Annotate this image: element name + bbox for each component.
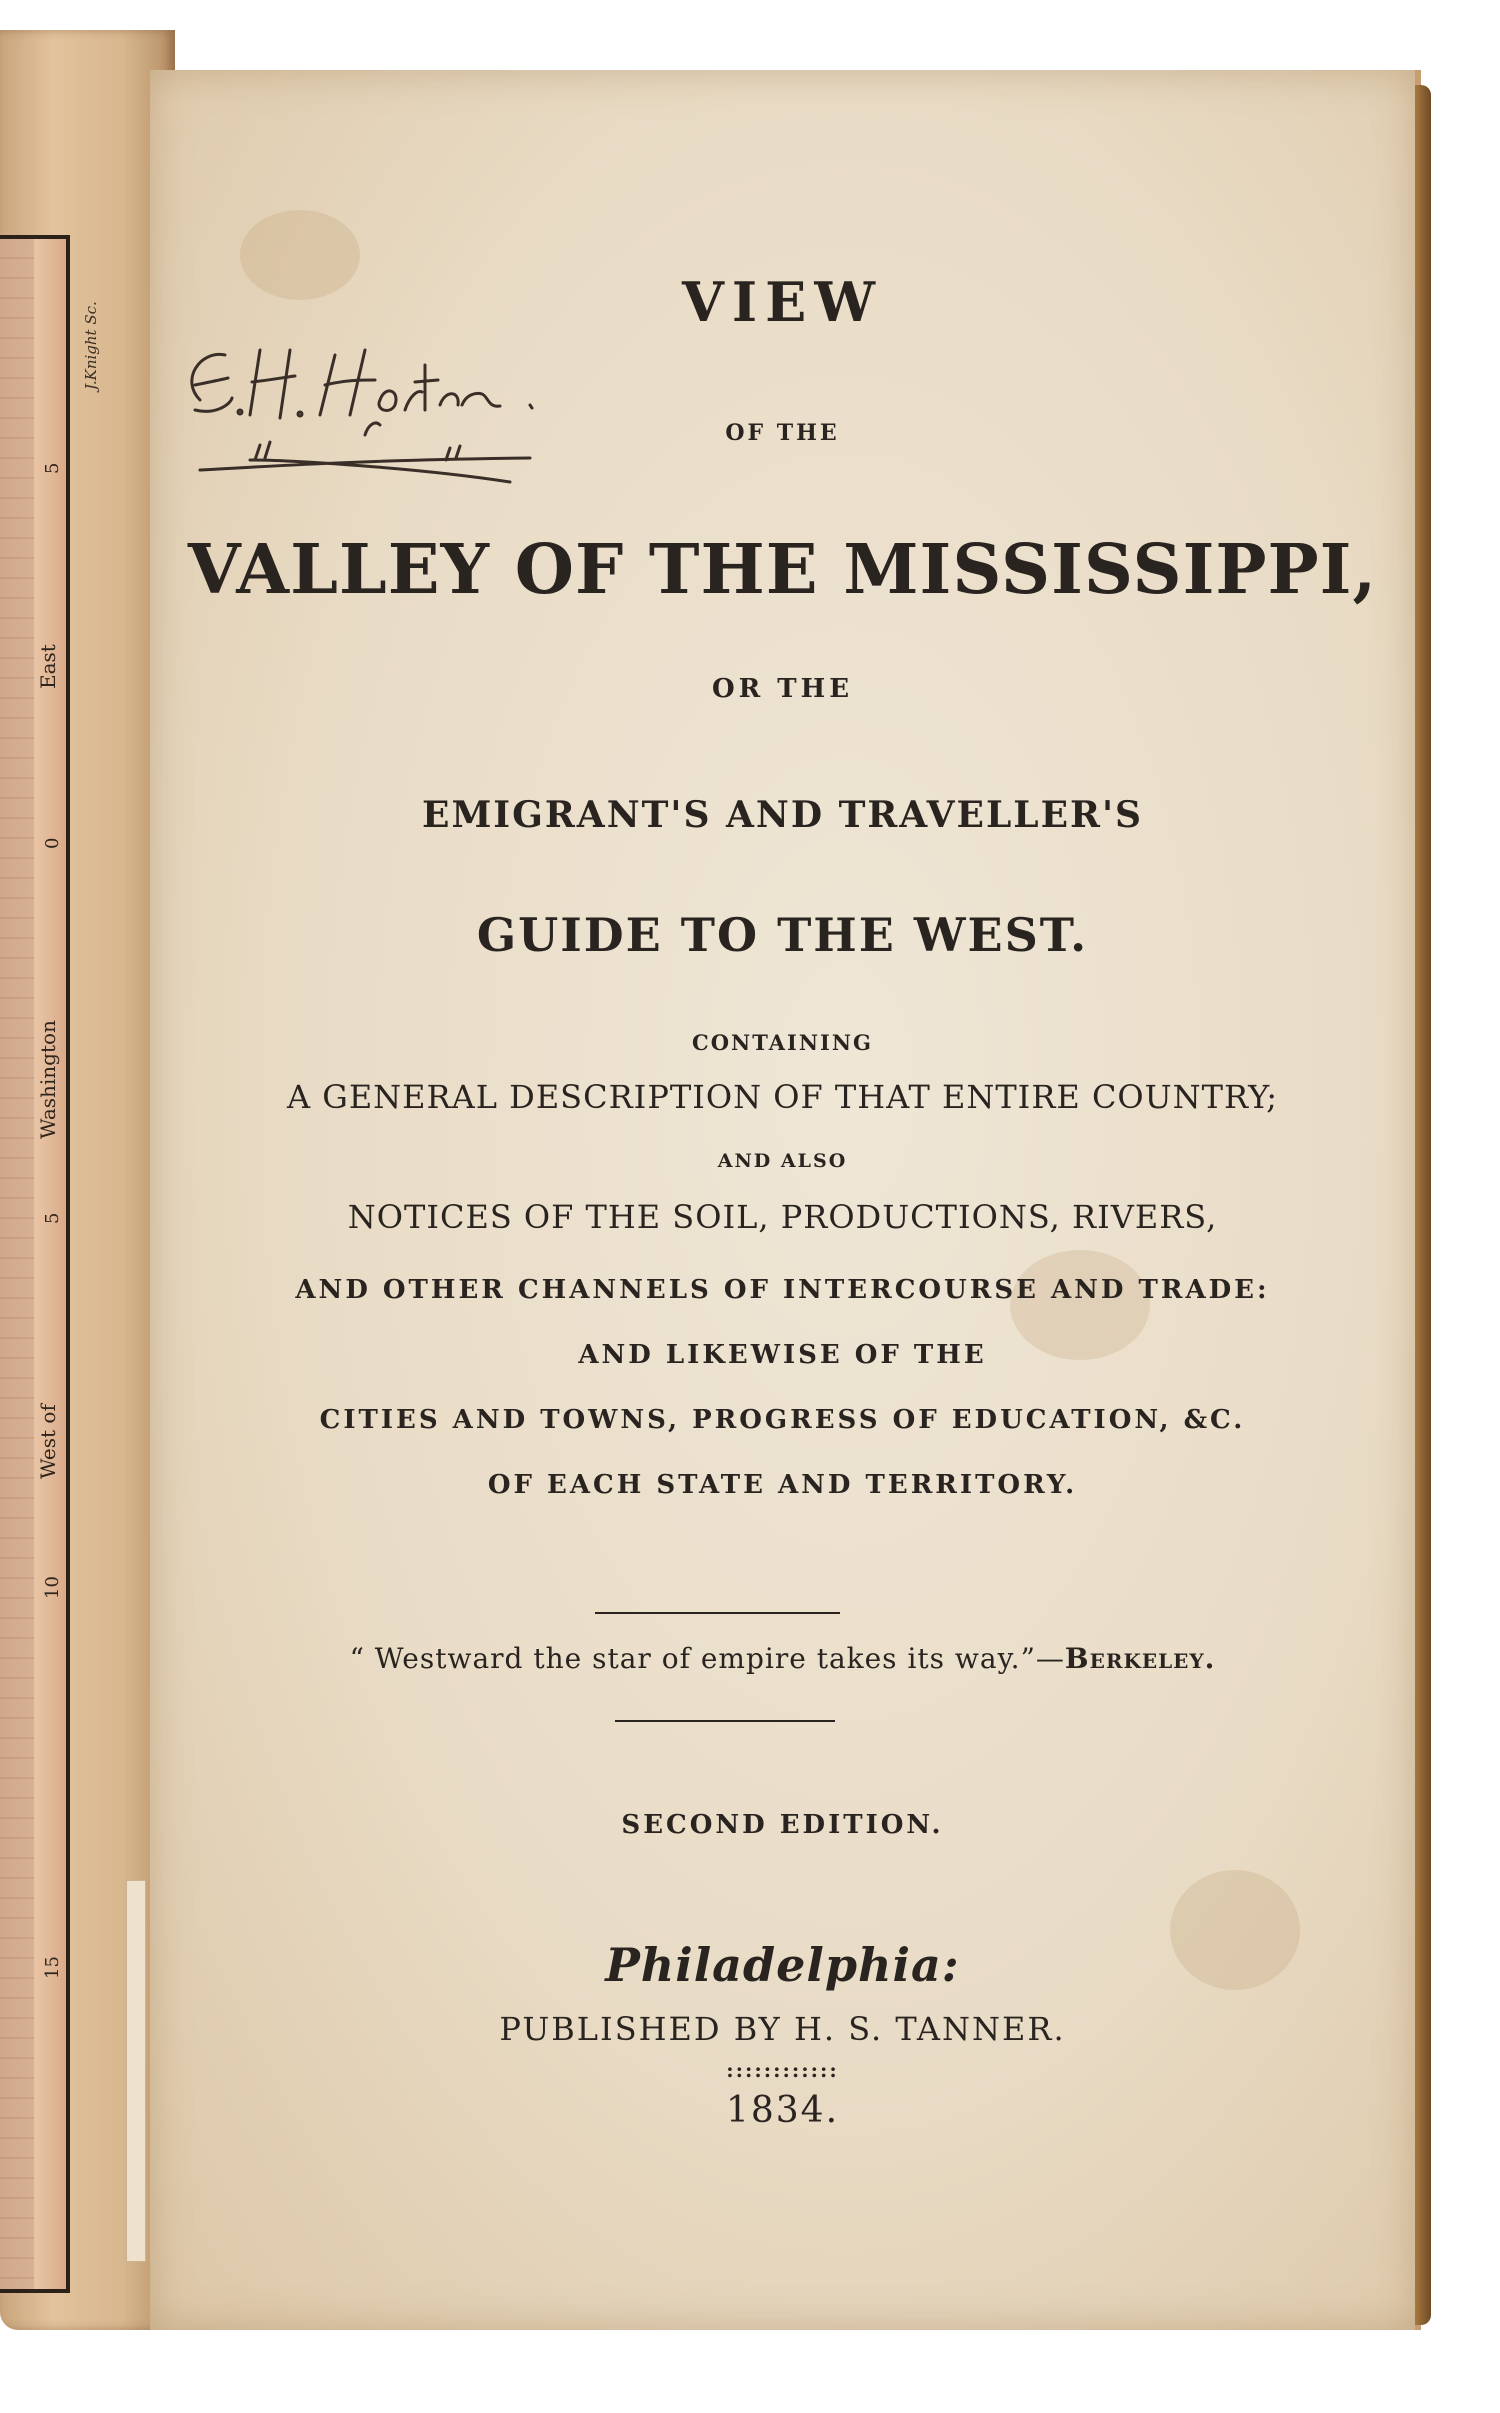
subtitle-emigrants: EMIGRANT'S AND TRAVELLER'S bbox=[422, 794, 1143, 836]
map-page bbox=[0, 30, 175, 2330]
label-containing: CONTAINING bbox=[692, 1030, 873, 1055]
description-cities: CITIES AND TOWNS, PROGRESS OF EDUCATION, &C. bbox=[319, 1405, 1246, 1435]
epigraph-author: Berkeley. bbox=[1064, 1642, 1216, 1675]
map-engraving bbox=[0, 239, 34, 2289]
divider-rule bbox=[615, 1720, 835, 1722]
handwritten-signature bbox=[170, 310, 590, 510]
map-degree-number: 10 bbox=[42, 1576, 63, 1599]
map-label-east: East bbox=[36, 644, 60, 689]
map-degree-number: 5 bbox=[42, 1212, 63, 1224]
map-degree-number: 0 bbox=[42, 837, 63, 849]
imprint-publisher: PUBLISHED BY H. S. TANNER. bbox=[499, 2010, 1066, 2048]
imprint-year: 1834. bbox=[725, 2090, 840, 2131]
epigraph-text: “ Westward the star of empire takes its way.”— bbox=[349, 1642, 1065, 1675]
description-each-state: OF EACH STATE AND TERRITORY. bbox=[487, 1470, 1078, 1500]
edition-label: SECOND EDITION. bbox=[621, 1810, 944, 1840]
divider-rule bbox=[595, 1612, 840, 1614]
description-notices: NOTICES OF THE SOIL, PRODUCTIONS, RIVERS, bbox=[347, 1198, 1218, 1236]
description-likewise: AND LIKEWISE OF THE bbox=[578, 1340, 987, 1370]
title-of-the: OF THE bbox=[725, 420, 840, 446]
map-frame bbox=[0, 235, 70, 2293]
page-edge bbox=[1415, 85, 1431, 2325]
ornament-dots: :::::::::::: bbox=[726, 2058, 839, 2082]
description-other-channels: AND OTHER CHANNELS OF INTERCOURSE AND TRADE: bbox=[295, 1275, 1270, 1305]
description-general: A GENERAL DESCRIPTION OF THAT ENTIRE COUNTRY; bbox=[286, 1078, 1279, 1116]
paper-tab bbox=[126, 1880, 146, 2262]
map-label-west-of: West of bbox=[36, 1404, 60, 1479]
title-view: VIEW bbox=[682, 270, 883, 334]
title-page bbox=[150, 70, 1421, 2330]
epigraph bbox=[150, 1642, 1415, 1675]
title-or-the: OR THE bbox=[711, 674, 854, 704]
subtitle-guide: GUIDE TO THE WEST. bbox=[476, 908, 1089, 962]
map-label-washington: Washington bbox=[36, 1020, 60, 1139]
imprint-city: Philadelphia: bbox=[605, 1938, 960, 1992]
map-degree-number: 5 bbox=[42, 462, 63, 474]
engraver-credit: J.Knight Sc. bbox=[82, 301, 100, 390]
map-degree-number: 15 bbox=[42, 1956, 63, 1979]
label-and-also: AND ALSO bbox=[717, 1150, 848, 1172]
main-title: VALLEY OF THE MISSISSIPPI, bbox=[187, 530, 1378, 610]
